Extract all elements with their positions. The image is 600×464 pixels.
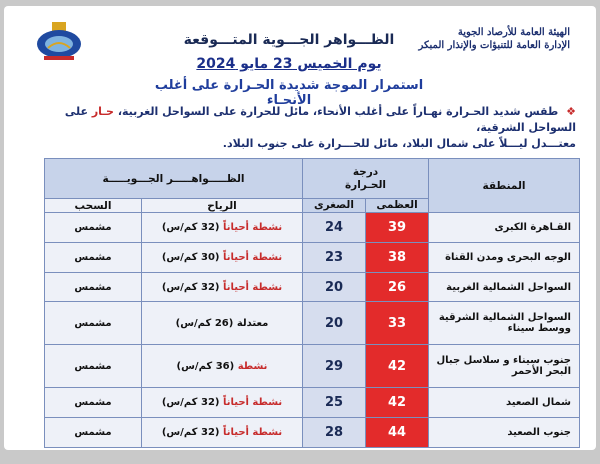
- max-temp-cell: 26: [366, 272, 429, 302]
- min-temp-cell: 24: [303, 213, 366, 243]
- wind-desc: نشطة أحياناً: [222, 427, 283, 439]
- wind-speed: (26 كم/س): [175, 317, 234, 329]
- min-temp-cell: 28: [303, 418, 366, 448]
- wind-desc: نشطة أحياناً: [222, 281, 283, 293]
- table-row: [45, 418, 580, 448]
- header-temp-line-2: الحـرارة: [344, 178, 387, 191]
- wind-speed: (36 كم/س): [176, 360, 235, 372]
- table-header-row: [45, 159, 580, 199]
- description-hot-word: حـار: [91, 105, 114, 118]
- header-phenomena: الظـــــواهـــــر الجـــويـــــة: [45, 159, 303, 199]
- wind-speed: (32 كم/س): [161, 397, 220, 409]
- table-row: [45, 302, 580, 345]
- wind-speed: (32 كم/س): [161, 281, 220, 293]
- wind-cell: [142, 213, 303, 243]
- max-temp-cell: 42: [366, 388, 429, 418]
- max-temp-cell: 33: [366, 302, 429, 345]
- clouds-cell: مشمس: [45, 242, 142, 272]
- region-cell: جنوب الصعيد: [429, 418, 580, 448]
- region-cell: السواحل الشمالية الغربية: [429, 272, 580, 302]
- description-part-2: على السواحل الشرقية،: [64, 105, 576, 134]
- clouds-cell: مشمس: [45, 302, 142, 345]
- meteorological-authority-logo: [34, 20, 84, 62]
- region-cell: الوجه البحرى ومدن القناة: [429, 242, 580, 272]
- description-part-1: طقس شديد الحـرارة نهـاراً على أغلب الأنحاء، مائل للحرارة على السواحل الغربية،: [113, 105, 559, 118]
- wind-speed: (30 كم/س): [161, 251, 220, 263]
- org-line-2: الإدارة العامة للتنبؤات والإنذار المبكر: [418, 40, 570, 51]
- wind-cell: [142, 242, 303, 272]
- forecast-description: [44, 104, 576, 152]
- clouds-cell: مشمس: [45, 272, 142, 302]
- wind-cell: [142, 345, 303, 388]
- clouds-cell: مشمس: [45, 388, 142, 418]
- header-wind: الرياح: [142, 199, 303, 213]
- description-part-3: معتـــدل ليـــلاً على شمال البلاد، مائل للحـــرارة على جنوب البلاد.: [222, 137, 576, 150]
- min-temp-cell: 23: [303, 242, 366, 272]
- wind-desc: معتدلة: [236, 317, 269, 329]
- wind-speed: (32 كم/س): [161, 221, 220, 233]
- region-cell: القـاهرة الكبرى: [429, 213, 580, 243]
- min-temp-cell: 29: [303, 345, 366, 388]
- forecast-table: [44, 158, 580, 448]
- max-temp-cell: 38: [366, 242, 429, 272]
- wind-cell: [142, 418, 303, 448]
- wind-speed: (32 كم/س): [161, 427, 220, 439]
- wind-cell: [142, 302, 303, 345]
- header-region: المنطقة: [429, 159, 580, 213]
- header-max: العظمى: [366, 199, 429, 213]
- forecast-date: يوم الخميس 23 مايو 2024: [196, 56, 382, 72]
- table-row: [45, 388, 580, 418]
- max-temp-cell: 42: [366, 345, 429, 388]
- clouds-cell: مشمس: [45, 345, 142, 388]
- table-row: [45, 213, 580, 243]
- min-temp-cell: 20: [303, 302, 366, 345]
- wind-cell: [142, 272, 303, 302]
- header-clouds: السحب: [45, 199, 142, 213]
- max-temp-cell: 44: [366, 418, 429, 448]
- wind-desc: نشطة أحياناً: [222, 221, 283, 233]
- min-temp-cell: 25: [303, 388, 366, 418]
- diamond-bullet-icon: ❖: [566, 105, 576, 118]
- region-cell: شمال الصعيد: [429, 388, 580, 418]
- max-temp-cell: 39: [366, 213, 429, 243]
- table-row: [45, 345, 580, 388]
- org-line-1: الهيئة العامة للأرصاد الجوية: [457, 27, 570, 38]
- wind-desc: نشطة أحياناً: [222, 397, 283, 409]
- wind-desc: نشطة أحياناً: [222, 251, 283, 263]
- header-temperature: [303, 159, 429, 199]
- clouds-cell: مشمس: [45, 418, 142, 448]
- wind-desc: نشطة: [237, 360, 268, 372]
- header-temp-line-1: درجة: [352, 165, 379, 178]
- forecast-card: [4, 6, 596, 450]
- min-temp-cell: 20: [303, 272, 366, 302]
- region-cell: جنوب سيناء و سلاسل جبال البحر الأحمر: [429, 345, 580, 388]
- wind-cell: [142, 388, 303, 418]
- page-title: الظـــواهر الجـــوية المتـــوقعة: [183, 32, 395, 48]
- table-row: [45, 242, 580, 272]
- region-cell: السواحل الشمالية الشرقية ووسط سيناء: [429, 302, 580, 345]
- forecast-subtitle: استمرار الموجة شديدة الحـرارة على أغلب الأنحـاء: [154, 78, 424, 108]
- organization-name: [418, 26, 570, 52]
- clouds-cell: مشمس: [45, 213, 142, 243]
- header-min: الصغرى: [303, 199, 366, 213]
- table-row: [45, 272, 580, 302]
